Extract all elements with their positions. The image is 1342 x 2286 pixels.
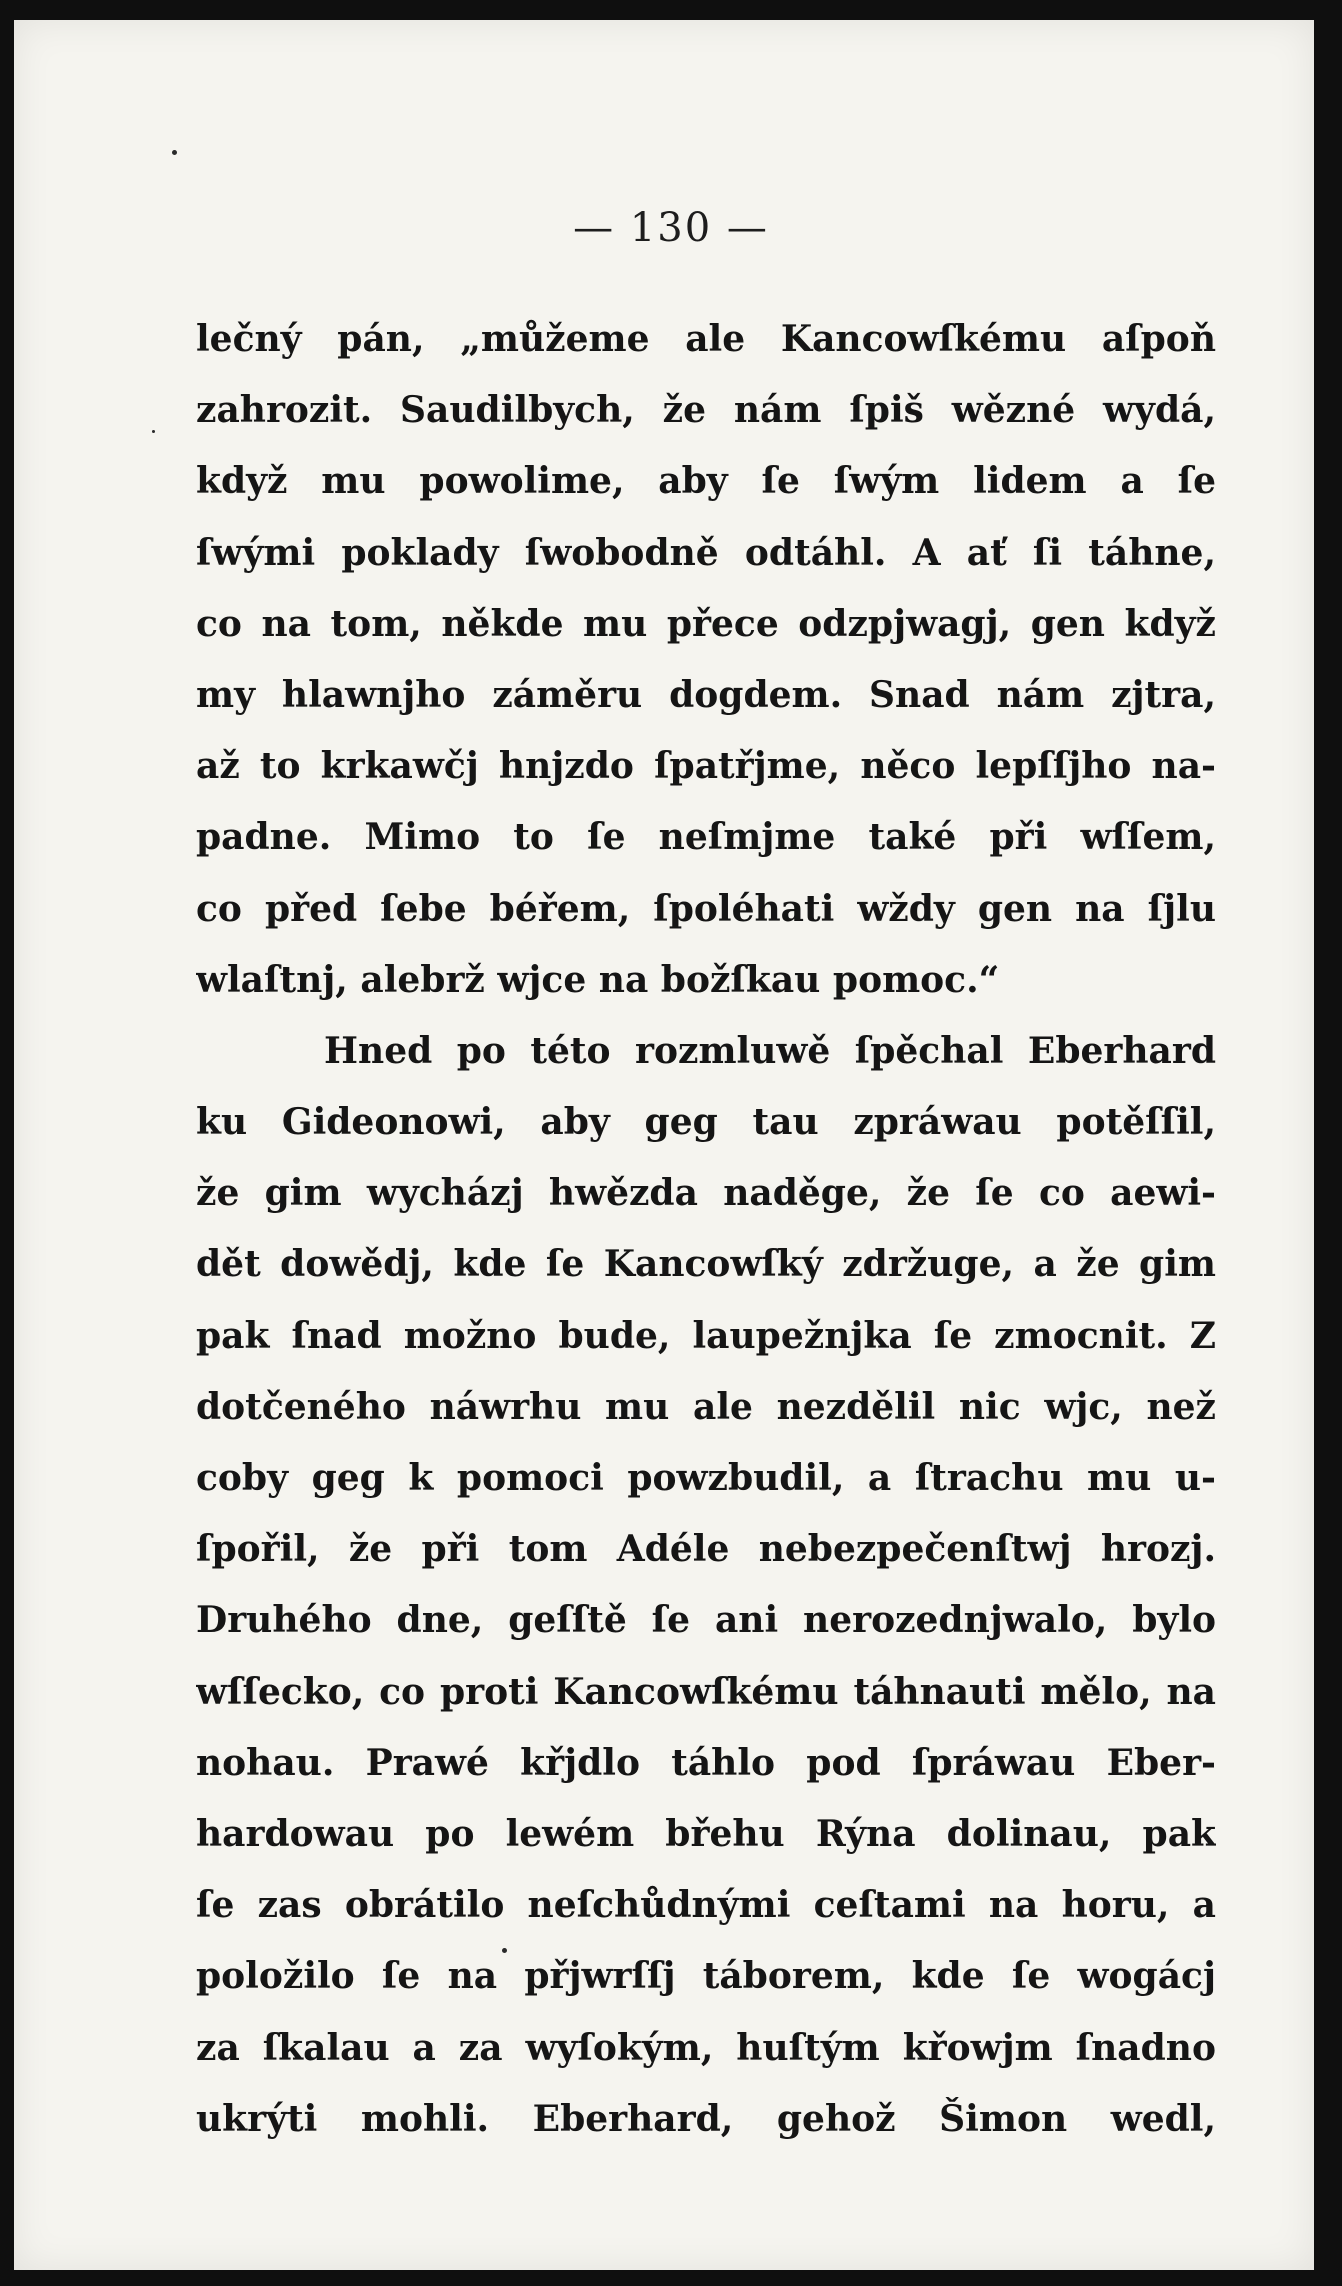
text-line: zahrozit. Saudilbych, že nám ſpiš wězné wydá,	[196, 389, 1216, 432]
text-line: ſpořil, že při tom Adéle nebezpečenſtwj hrozj.	[196, 1528, 1216, 1571]
text-line: že gim wycházj hwězda naděge, že ſe co aewi-	[196, 1172, 1216, 1215]
text-line: ukrýti mohli. Eberhard, gehož Šimon wedl,	[196, 2097, 1216, 2140]
text-line: dotčeného náwrhu mu ale nezdělil nic wjc, než	[196, 1385, 1216, 1428]
text-line: lečný pán, „můžeme ale Kancowſkému aſpoň	[196, 318, 1216, 360]
text-line: pak ſnad možno bude, laupežnjka ſe zmocnit. Z	[196, 1314, 1216, 1357]
text-line: za ſkalau a za wyſokým, huſtým křowjm ſnadno	[196, 2026, 1216, 2069]
text-line: ku Gideonowi, aby geg tau zpráwau potěſſil,	[196, 1101, 1216, 1144]
text-line: co před ſebe béřem, ſpoléhati wždy gen na ſjlu	[196, 887, 1216, 930]
page-speck	[172, 150, 177, 155]
page-speck	[152, 430, 155, 433]
text-line: wſſecko, co proti Kancowſkému táhnauti mělo, na	[196, 1670, 1216, 1713]
text-line: ſe zas obrátilo neſchůdnými ceſtami na horu, a	[196, 1884, 1216, 1927]
text-line: položilo ſe na přjwrſſj táborem, kde ſe wogácj	[196, 1955, 1216, 1998]
text-line: až to krkawčj hnjzdo ſpatřjme, něco lepſſjho na-	[196, 745, 1216, 788]
page-number: — 130 —	[573, 205, 769, 251]
text-line: dět dowědj, kde ſe Kancowſký zdržuge, a že gim	[196, 1243, 1216, 1286]
text-line: když mu powolime, aby ſe ſwým lidem a ſe	[196, 460, 1216, 503]
text-line: coby geg k pomoci powzbudil, a ſtrachu mu u-	[196, 1457, 1216, 1499]
text-line: nohau. Prawé křjdlo táhlo pod ſpráwau Eber-	[196, 1741, 1216, 1784]
body-text	[196, 304, 1216, 2155]
text-line: hardowau po lewém břehu Rýna dolinau, pak	[196, 1812, 1216, 1855]
paragraph-first-line: Hned po této rozmluwě ſpěchal Eberhard	[324, 1029, 1216, 1072]
text-line: my hlawnjho záměru dogdem. Snad nám zjtra,	[196, 673, 1216, 716]
text-line: Druhého dne, geſſtě ſe ani nerozednjwalo, bylo	[196, 1599, 1216, 1642]
text-line: ſwými poklady ſwobodně odtáhl. A ať ſi táhne,	[196, 531, 1216, 574]
text-line: wlaſtnj, alebrž wjce na božſkau pomoc.“	[196, 958, 1000, 1001]
text-line: co na tom, někde mu přece odzpjwagj, gen když	[196, 602, 1216, 645]
text-line: padne. Mimo to ſe neſmjme také při wſſem,	[196, 816, 1216, 859]
